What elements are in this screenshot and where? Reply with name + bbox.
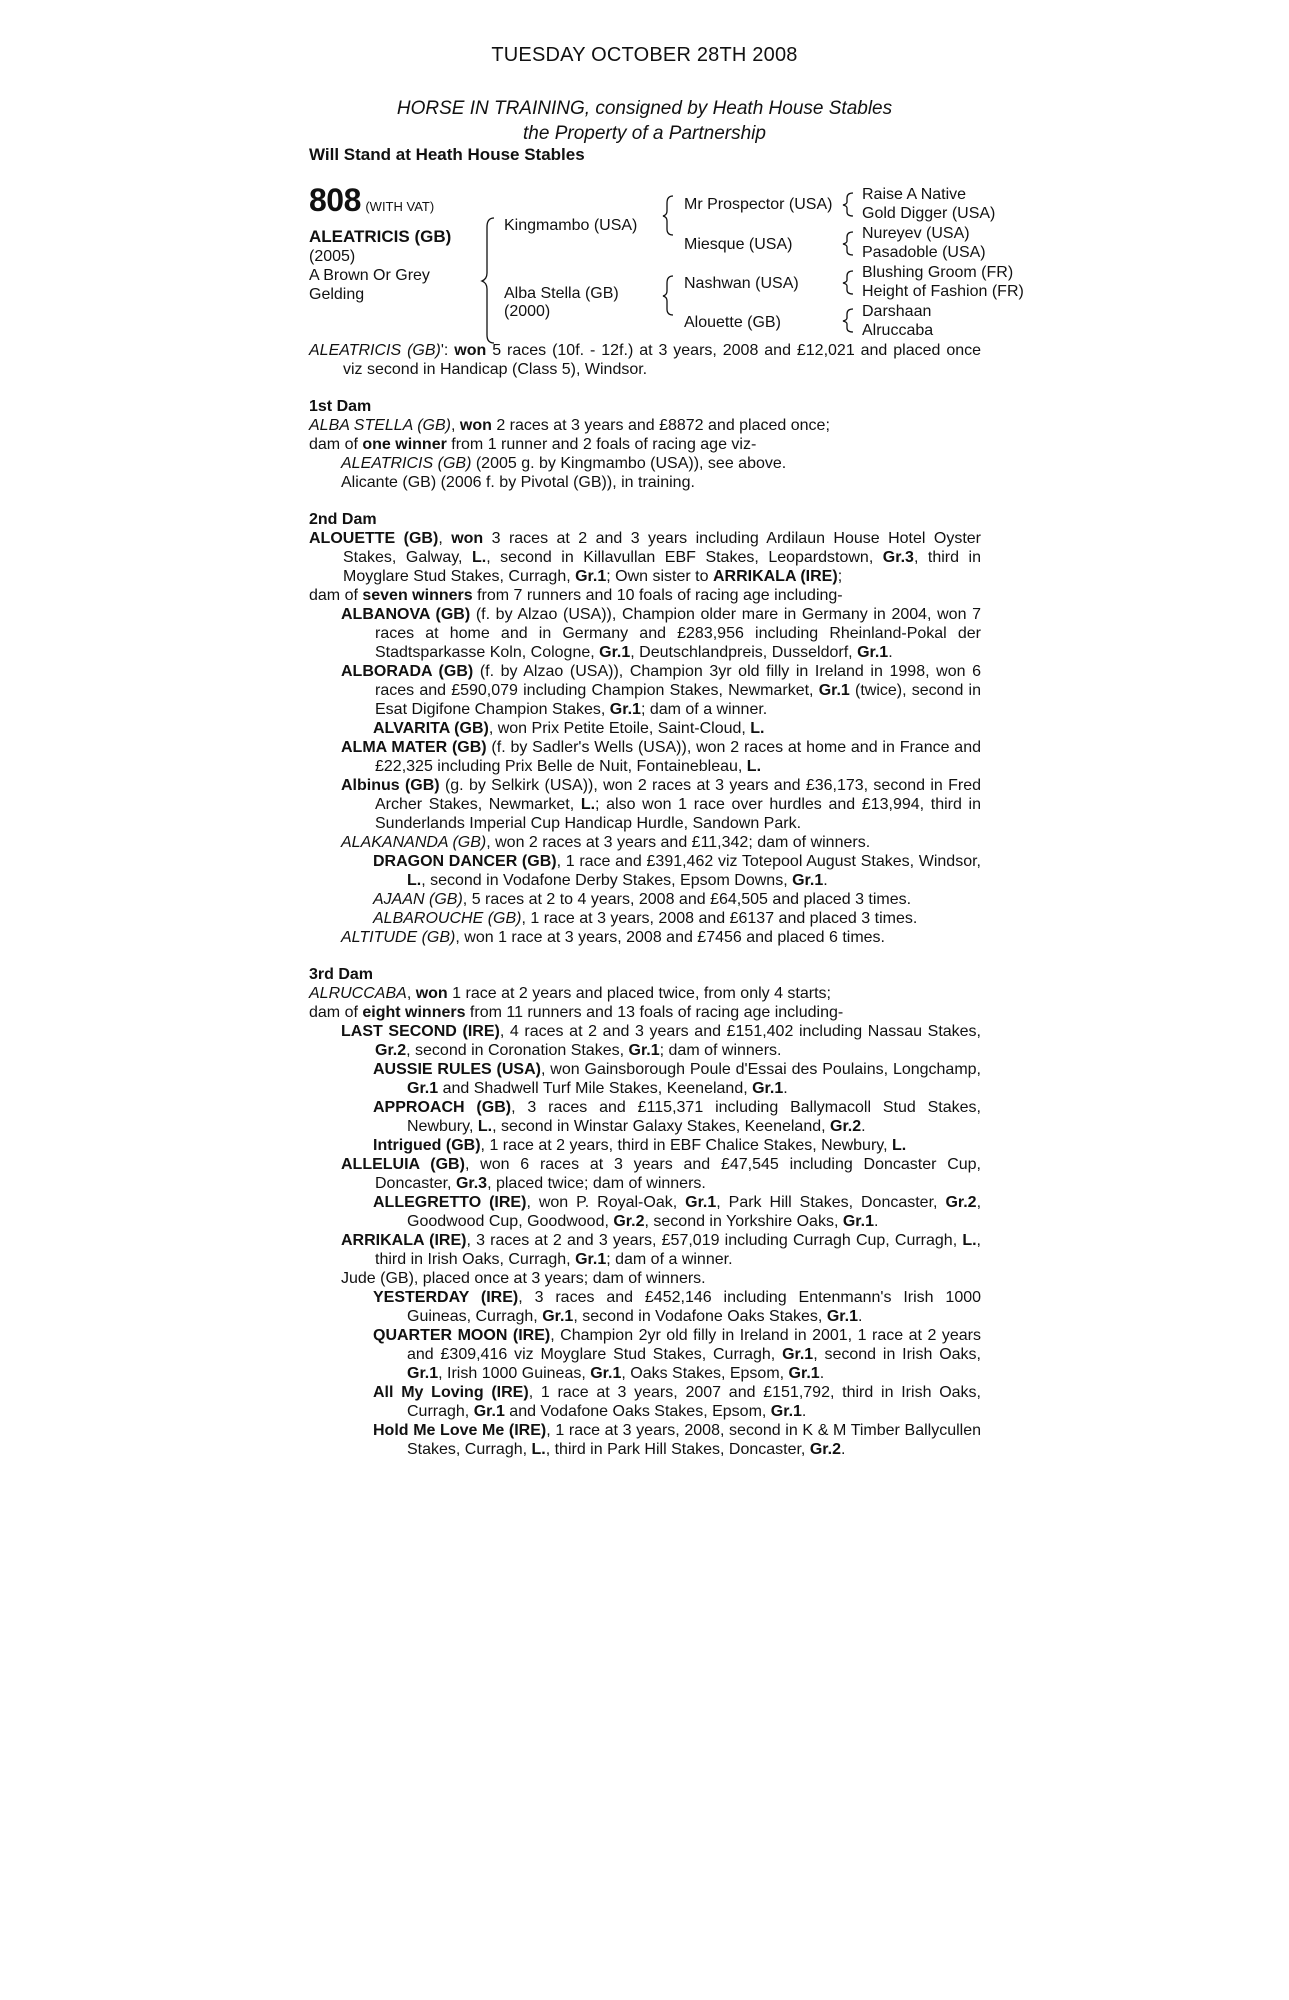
entry-text: ; [837, 568, 843, 585]
italic-name: AJAAN (GB) [373, 891, 463, 908]
dss: Blushing Groom (FR) [862, 264, 1014, 281]
entry-text: , placed twice; dam of winners. [487, 1175, 706, 1192]
sds: Nureyev (USA) [862, 225, 970, 242]
bracket-ds-parents [843, 271, 853, 294]
bold-text: Gr.1 [575, 568, 607, 585]
entry-text: , 3 races and £115,371 including Ballymacoll Stud Stakes, Newbury, [407, 1099, 981, 1135]
section-gap [309, 379, 981, 397]
sire-sire: Mr Prospector (USA) [684, 196, 833, 213]
bold-text: L. [891, 1137, 907, 1154]
bold-text: Gr.1 [826, 1308, 858, 1325]
pedigree-entry [341, 1269, 981, 1288]
bold-text: L. [750, 720, 765, 737]
bold-text: L. [531, 1441, 546, 1458]
entry-text: from 11 runners and 13 foals of racing age including- [465, 1004, 844, 1021]
entry-text: from 1 runner and 2 foals of racing age viz- [446, 436, 757, 453]
bold-text: won [459, 417, 492, 434]
bold-text: AUSSIE RULES (USA) [373, 1061, 541, 1078]
bold-text: ALLEGRETTO (IRE) [373, 1194, 527, 1211]
bold-text: ALBANOVA (GB) [341, 606, 471, 623]
horse-color-line1: A Brown Or Grey [309, 267, 430, 284]
bold-text: Gr.1 [842, 1213, 874, 1230]
bracket-sire-parents [663, 196, 673, 235]
entry-text: (f. by Alzao (USA)), Champion older mare in Germany in 2004, won 7 races at home and in Germany and £283,956 including Rheinland-Pokal der Stadtsparkasse Koln, Cologne, [375, 606, 982, 661]
pedigree-entry [341, 776, 981, 833]
entry-text: , Champion 2yr old filly in Ireland in 2001, 1 race at 2 years and £309,416 viz Moyglare Stud Stakes, Curragh, [407, 1327, 982, 1363]
entry-text: , third in Moyglare Stud Stakes, Curragh, [343, 549, 981, 585]
dam-name: Alba Stella (GB) [504, 285, 619, 302]
entry-text: , [406, 985, 416, 1002]
entry-text: from 7 runners and 10 foals of racing age including- [472, 587, 843, 604]
bold-text: Gr.1 [752, 1080, 784, 1097]
pedigree-table [309, 182, 1029, 345]
bold-text: Gr.2 [945, 1194, 977, 1211]
dam-sire: Nashwan (USA) [684, 275, 799, 292]
entry-text: , [450, 417, 460, 434]
entry-text: dam of [309, 1004, 363, 1021]
entry-text: , 1 race at 3 years, 2008 and £6137 and placed 3 times. [521, 910, 918, 927]
entry-text: , won 6 races at 3 years and £47,545 including Doncaster Cup, Doncaster, [375, 1156, 981, 1192]
entry-text: , third in Park Hill Stakes, Doncaster, [545, 1441, 810, 1458]
section-title: 1st Dam [309, 398, 372, 415]
entry-text: , 1 race and £391,462 viz Totepool August Stakes, Windsor, [556, 853, 981, 870]
bracket-dam-parents [663, 276, 673, 315]
pedigree-entry [341, 662, 981, 719]
entry-text: , 1 race at 3 years, 2007 and £151,792, third in Irish Oaks, Curragh, [407, 1384, 981, 1420]
entry-text: , second in Yorkshire Oaks, [644, 1213, 843, 1230]
stand-location: Will Stand at Heath House Stables [309, 145, 585, 164]
entry-text: Jude (GB), placed once at 3 years; dam of winners. [341, 1270, 706, 1287]
section-title: 3rd Dam [309, 966, 374, 983]
bracket-sd-parents [843, 232, 853, 255]
section-title: 2nd Dam [309, 511, 377, 528]
entry-text: 2 races at 3 years and £8872 and placed once; [491, 417, 830, 434]
pedigree-entry [341, 833, 981, 852]
bold-text: DRAGON DANCER (GB) [373, 853, 557, 870]
entry-text: , third in Irish Oaks, Curragh, [375, 1232, 981, 1268]
bold-text: Gr.1 [590, 1365, 622, 1382]
entry-text: . [783, 1080, 788, 1097]
pedigree-entry [373, 852, 981, 890]
entry-text: (f. by Sadler's Wells (USA)), won 2 races at home and in France and £22,325 including Prix Belle de Nuit, Fontainebleau, [375, 739, 982, 775]
italic-name: ALTITUDE (GB) [341, 929, 456, 946]
entry-text: . [801, 1403, 807, 1420]
pedigree-entry [309, 435, 981, 454]
pedigree-entry [373, 1098, 981, 1136]
entry-text: , second in Vodafone Derby Stakes, Epsom Downs, [421, 872, 793, 889]
italic-name: ALEATRICIS (GB) [341, 455, 472, 472]
section-gap [309, 492, 981, 510]
bold-text: Gr.1 [782, 1346, 814, 1363]
horse-year: (2005) [309, 248, 356, 265]
bold-text: eight winners [362, 1004, 466, 1021]
italic-name: ALBA STELLA (GB) [309, 417, 451, 434]
entry-text: . [823, 872, 828, 889]
entry-text: , won 2 races at 3 years and £11,342; dam of winners. [486, 834, 871, 851]
pedigree-entry [341, 473, 981, 492]
pedigree-entry [309, 586, 981, 605]
entry-text: . [873, 1213, 879, 1230]
entry-text: , 1 race at 2 years, third in EBF Chalice Stakes, Newbury, [480, 1137, 892, 1154]
bold-text: Hold Me Love Me (IRE) [373, 1422, 547, 1439]
entry-text: , 5 races at 2 to 4 years, 2008 and £64,505 and placed 3 times. [462, 891, 912, 908]
pedigree-entry [309, 529, 981, 586]
bracket-ss-parents [843, 193, 853, 216]
entry-text: , Deutschlandpreis, Dusseldorf, [630, 644, 858, 661]
bold-text: YESTERDAY (IRE) [373, 1289, 519, 1306]
pedigree-entry [373, 719, 981, 738]
pedigree-entry [341, 605, 981, 662]
entry-text: . [840, 1441, 846, 1458]
entry-text: , [438, 530, 452, 547]
bold-text: Gr.1 [609, 701, 641, 718]
bold-text: Gr.1 [542, 1308, 574, 1325]
entry-text: , second in Winstar Galaxy Stakes, Keeneland, [492, 1118, 831, 1135]
bold-text: ARRIKALA (IRE) [341, 1232, 467, 1249]
entry-text: ; dam of a winner. [606, 1251, 733, 1268]
bold-text: Gr.1 [770, 1403, 802, 1420]
entry-text: , Goodwood Cup, Goodwood, [407, 1194, 982, 1230]
pedigree-entry [309, 416, 981, 435]
bold-text: won [451, 530, 484, 547]
pedigree-entry [373, 890, 981, 909]
bold-text: Gr.1 [473, 1403, 505, 1420]
entry-text: , second in Coronation Stakes, [406, 1042, 629, 1059]
bold-text: Gr.2 [375, 1042, 407, 1059]
entry-text: ; dam of a winner. [640, 701, 768, 718]
bold-text: LAST SECOND (IRE) [341, 1023, 500, 1040]
entry-text: (g. by Selkirk (USA)), won 2 races at 3 years and £36,173, second in Fred Archer Stakes, Newmarket, [375, 777, 982, 813]
horse-color-line2: Gelding [309, 286, 365, 303]
pedigree-entry [341, 738, 981, 776]
pedigree-entry [309, 1003, 981, 1022]
bold-text: Gr.1 [818, 682, 850, 699]
bold-text: Gr.3 [455, 1175, 488, 1192]
bold-text: ALVARITA (GB) [373, 720, 489, 737]
pedigree-entry [373, 1193, 981, 1231]
bold-text: L. [477, 1118, 493, 1135]
lot-consignment-header [0, 96, 1289, 146]
italic-name: ALEATRICIS (GB) [309, 342, 441, 359]
entry-text: , 1 race at 3 years, 2008, second in K & M Timber Ballycullen Stakes, Curragh, [407, 1422, 982, 1458]
pedigree-entry [341, 1022, 981, 1060]
ddd: Alruccaba [862, 322, 934, 339]
pedigree-entry [373, 1136, 981, 1155]
entry-text: . [857, 1308, 863, 1325]
entry-text: ; dam of winners. [659, 1042, 782, 1059]
sdd: Pasadoble (USA) [862, 244, 986, 261]
bold-text: won [415, 985, 448, 1002]
entry-text: , 3 races and £452,146 including Entenmann's Irish 1000 Guineas, Curragh, [407, 1289, 982, 1325]
bold-text: Gr.1 [599, 644, 631, 661]
dsd: Height of Fashion (FR) [862, 283, 1024, 300]
bold-text: Intrigued (GB) [373, 1137, 481, 1154]
sale-date-header: TUESDAY OCTOBER 28TH 2008 [491, 44, 798, 66]
sire-name: Kingmambo (USA) [504, 217, 638, 234]
entry-text: ; Own sister to [606, 568, 713, 585]
pedigree-entry [373, 1060, 981, 1098]
pedigree-notes [309, 341, 981, 1459]
italic-name: ALRUCCABA [309, 985, 407, 1002]
bold-text: seven winners [362, 587, 473, 604]
entry-text: 1 race at 2 years and placed twice, from only 4 starts; [447, 985, 831, 1002]
bold-text: ALBORADA (GB) [341, 663, 474, 680]
entry-text: (twice), second in Esat Digifone Champion Stakes, [375, 682, 982, 718]
section-gap [309, 947, 981, 965]
bracket-dd-parents [843, 309, 853, 332]
bold-text: Albinus (GB) [341, 777, 440, 794]
dds: Darshaan [862, 303, 932, 320]
bold-text: APPROACH (GB) [373, 1099, 512, 1116]
entry-text: 5 races (10f. - 12f.) at 3 years, 2008 and £12,021 and placed once viz second in Handicap (Class 5), Windsor. [343, 342, 982, 378]
pedigree-entry [373, 1326, 981, 1383]
bold-text: one winner [362, 436, 447, 453]
entry-text: 3 races at 2 and 3 years including Ardilaun House Hotel Oyster Stakes, Galway, [343, 530, 981, 566]
bold-text: ALOUETTE (GB) [309, 530, 439, 547]
bold-text: All My Loving (IRE) [373, 1384, 529, 1401]
bold-text: QUARTER MOON (IRE) [373, 1327, 551, 1344]
entry-text: and Vodafone Oaks Stakes, Epsom, [504, 1403, 771, 1420]
entry-text: Alicante (GB) (2006 f. by Pivotal (GB)), in training. [341, 474, 695, 491]
italic-name: ALAKANANDA (GB) [341, 834, 487, 851]
bold-text: Gr.1 [407, 1365, 439, 1382]
bold-text: L. [472, 549, 487, 566]
pedigree-entry [373, 1383, 981, 1421]
entry-text: , second in Killavullan EBF Stakes, Leopardstown, [486, 549, 883, 566]
consignor-line: HORSE IN TRAINING, consigned by Heath House Stables [396, 98, 893, 119]
entry-text: dam of [309, 587, 363, 604]
entry-text: . [819, 1365, 825, 1382]
bold-text: Gr.1 [685, 1194, 717, 1211]
bold-text: Gr.1 [628, 1042, 660, 1059]
entry-text: ': [440, 342, 455, 359]
entry-text: , won Prix Petite Etoile, Saint-Cloud, [488, 720, 751, 737]
bold-text: Gr.1 [857, 644, 889, 661]
entry-text: and Shadwell Turf Mile Stakes, Keeneland, [438, 1080, 753, 1097]
sire-dam: Miesque (USA) [684, 236, 793, 253]
pedigree-entry [341, 1155, 981, 1193]
pedigree-entry [341, 1231, 981, 1269]
sss: Raise A Native [862, 186, 967, 203]
bold-text: L. [962, 1232, 977, 1249]
entry-text: , Irish 1000 Guineas, [438, 1365, 591, 1382]
entry-text: , 4 races at 2 and 3 years and £151,402 including Nassau Stakes, [499, 1023, 982, 1040]
bold-text: Gr.3 [882, 549, 914, 566]
horse-name: ALEATRICIS (GB) [309, 227, 452, 246]
pedigree-entry [373, 909, 981, 928]
entry-text: (2005 g. by Kingmambo (USA)), see above. [471, 455, 787, 472]
bold-text: ALMA MATER (GB) [341, 739, 487, 756]
property-line: the Property of a Partnership [523, 123, 766, 144]
bold-text: L. [580, 796, 596, 813]
bold-text: Gr.1 [788, 1365, 820, 1382]
bold-text: L. [407, 872, 422, 889]
entry-text: , Oaks Stakes, Epsom, [621, 1365, 789, 1382]
entry-text: , Park Hill Stakes, Doncaster, [716, 1194, 946, 1211]
pedigree-entry [309, 341, 981, 379]
bold-text: L. [746, 758, 762, 775]
bold-text: Gr.1 [792, 872, 824, 889]
pedigree-entry [309, 984, 981, 1003]
pedigree-entry [341, 454, 981, 473]
pedigree-entry [373, 1421, 981, 1459]
entry-text: ; also won 1 race over hurdles and £13,994, third in Sunderlands Imperial Cup Handicap Hurdle, Sandown Park. [375, 796, 982, 832]
bold-text: Gr.1 [575, 1251, 607, 1268]
entry-text: (f. by Alzao (USA)), Champion 3yr old filly in Ireland in 1998, won 6 races and £590,079 including Champion Stakes, Newmarket, [375, 663, 981, 699]
bold-text: Gr.2 [830, 1118, 862, 1135]
lot-number-line [309, 182, 435, 218]
pedigree-entry [341, 928, 981, 947]
entry-text: , won Gainsborough Poule d'Essai des Poulains, Longchamp, [540, 1061, 982, 1078]
entry-text: , second in Irish Oaks, [813, 1346, 981, 1363]
entry-text: , second in Vodafone Oaks Stakes, [573, 1308, 827, 1325]
lot-number: 808 [309, 182, 361, 218]
ssd: Gold Digger (USA) [862, 205, 996, 222]
entry-text: , won 1 race at 3 years, 2008 and £7456 and placed 6 times. [455, 929, 885, 946]
bold-text: Gr.2 [809, 1441, 841, 1458]
dam-dam: Alouette (GB) [684, 314, 781, 331]
entry-text: , 3 races at 2 and 3 years, £57,019 including Curragh Cup, Curragh, [466, 1232, 963, 1249]
dam-year: (2000) [504, 303, 551, 320]
bold-text: Gr.2 [613, 1213, 645, 1230]
bold-text: won [454, 342, 487, 359]
entry-text: dam of [309, 436, 363, 453]
entry-text: . [861, 1118, 866, 1135]
bold-text: ARRIKALA (IRE) [712, 568, 838, 585]
italic-name: ALBAROUCHE (GB) [373, 910, 522, 927]
entry-text: , won P. Royal-Oak, [526, 1194, 686, 1211]
entry-text: . [888, 644, 893, 661]
pedigree-entry [373, 1288, 981, 1326]
bold-text: Gr.1 [407, 1080, 439, 1097]
vat-note: (WITH VAT) [365, 199, 435, 214]
bold-text: ALLELUIA (GB) [341, 1156, 465, 1173]
bracket-gen1 [482, 218, 494, 343]
